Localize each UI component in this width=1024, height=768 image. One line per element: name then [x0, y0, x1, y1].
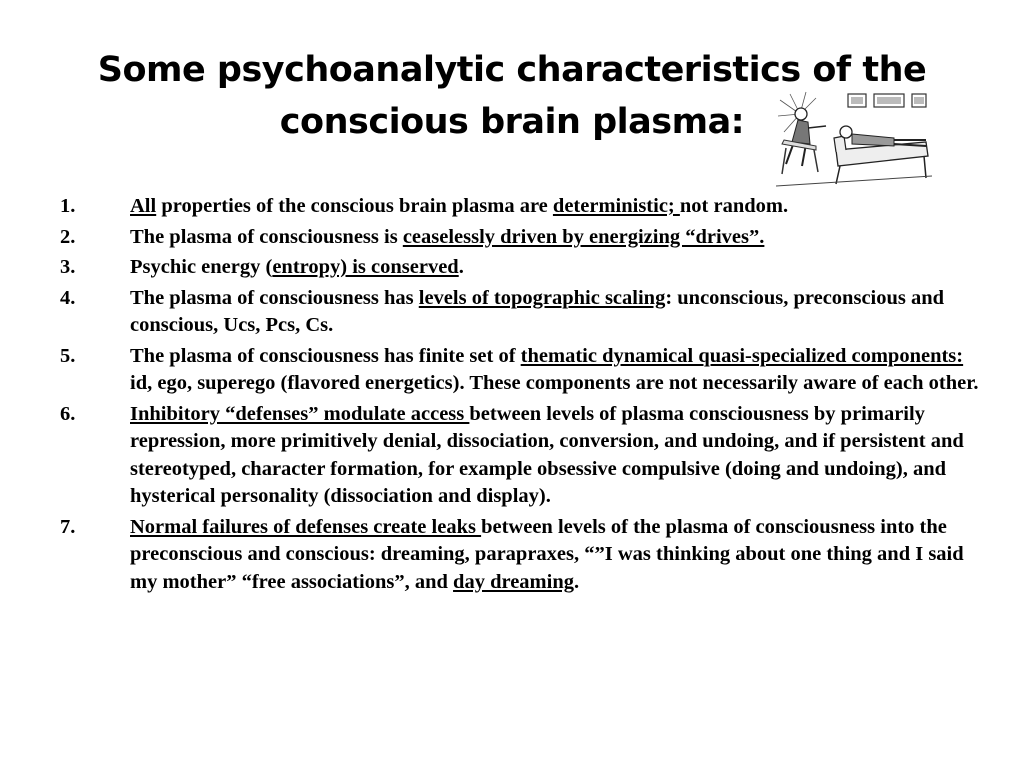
list-item	[60, 514, 980, 597]
item-text	[130, 287, 944, 337]
underlined-phrase: ceaselessly driven by energizing “drives”.	[402, 225, 765, 248]
text-segment: not random.	[679, 195, 789, 217]
text-segment: Psychic energy (	[130, 256, 273, 278]
underlined-phrase: All	[130, 195, 157, 217]
item-text	[130, 195, 788, 217]
item-number: 5.	[60, 344, 76, 367]
item-text	[130, 256, 464, 278]
list-item	[60, 254, 980, 282]
text-segment: id, ego, superego (flavored energetics). These components are not necessarily aware of each other.	[130, 372, 979, 394]
item-text	[130, 516, 964, 593]
item-number: 3.	[60, 256, 76, 278]
text-segment: between levels of plasma consciousness by primarily repression, more primitively denial, dissociation, conversion, and undoing, and if persistent and stereotyped, character formation, for example obsessive compulsive (doing and undoing), and hysterical personality (dissociation and display).	[130, 402, 964, 507]
underlined-phrase: deterministic;	[552, 195, 680, 217]
item-text	[130, 345, 979, 395]
title-line-2: conscious brain plasma:	[279, 102, 745, 142]
text-segment: The plasma of consciousness has	[130, 286, 419, 309]
text-segment: between levels of the plasma of consciousness into the preconscious and conscious: dreaming, parapraxes, “”I was thinking about one thing and I said my mother” “free associations”, and	[130, 515, 964, 593]
underlined-phrase: thematic dynamical quasi-specialized components:	[520, 344, 964, 367]
list-item	[60, 401, 980, 511]
underlined-phrase: day dreaming	[453, 570, 574, 593]
item-text	[130, 226, 764, 248]
item-number: 1.	[60, 195, 76, 217]
underlined-phrase: Inhibitory “defenses” modulate access	[130, 402, 470, 425]
item-number: 6.	[60, 402, 76, 425]
text-segment: .	[573, 570, 580, 593]
list-item	[60, 343, 980, 398]
text-segment: properties of the conscious brain plasma are	[156, 195, 553, 217]
item-text	[130, 403, 964, 508]
characteristics-list	[60, 193, 980, 599]
list-item	[60, 193, 980, 221]
text-segment: : unconscious, preconscious and conscious, Ucs, Pcs, Cs.	[130, 286, 945, 336]
list-item	[60, 285, 980, 340]
title-line-1: Some psychoanalytic characteristics of the	[97, 50, 927, 90]
item-number: 7.	[60, 515, 76, 538]
item-number: 4.	[60, 286, 76, 309]
list-item	[60, 224, 980, 252]
item-number: 2.	[60, 225, 76, 248]
text-segment: The plasma of consciousness is	[130, 225, 403, 248]
text-segment: The plasma of consciousness has finite set of	[130, 344, 521, 367]
text-segment: .	[458, 256, 464, 278]
underlined-phrase: Normal failures of defenses create leaks	[130, 515, 482, 538]
psychoanalyst-couch-cartoon-icon	[776, 90, 932, 188]
underlined-phrase: entropy) is conserved	[272, 256, 459, 278]
underlined-phrase: levels of topographic scaling	[418, 286, 666, 309]
